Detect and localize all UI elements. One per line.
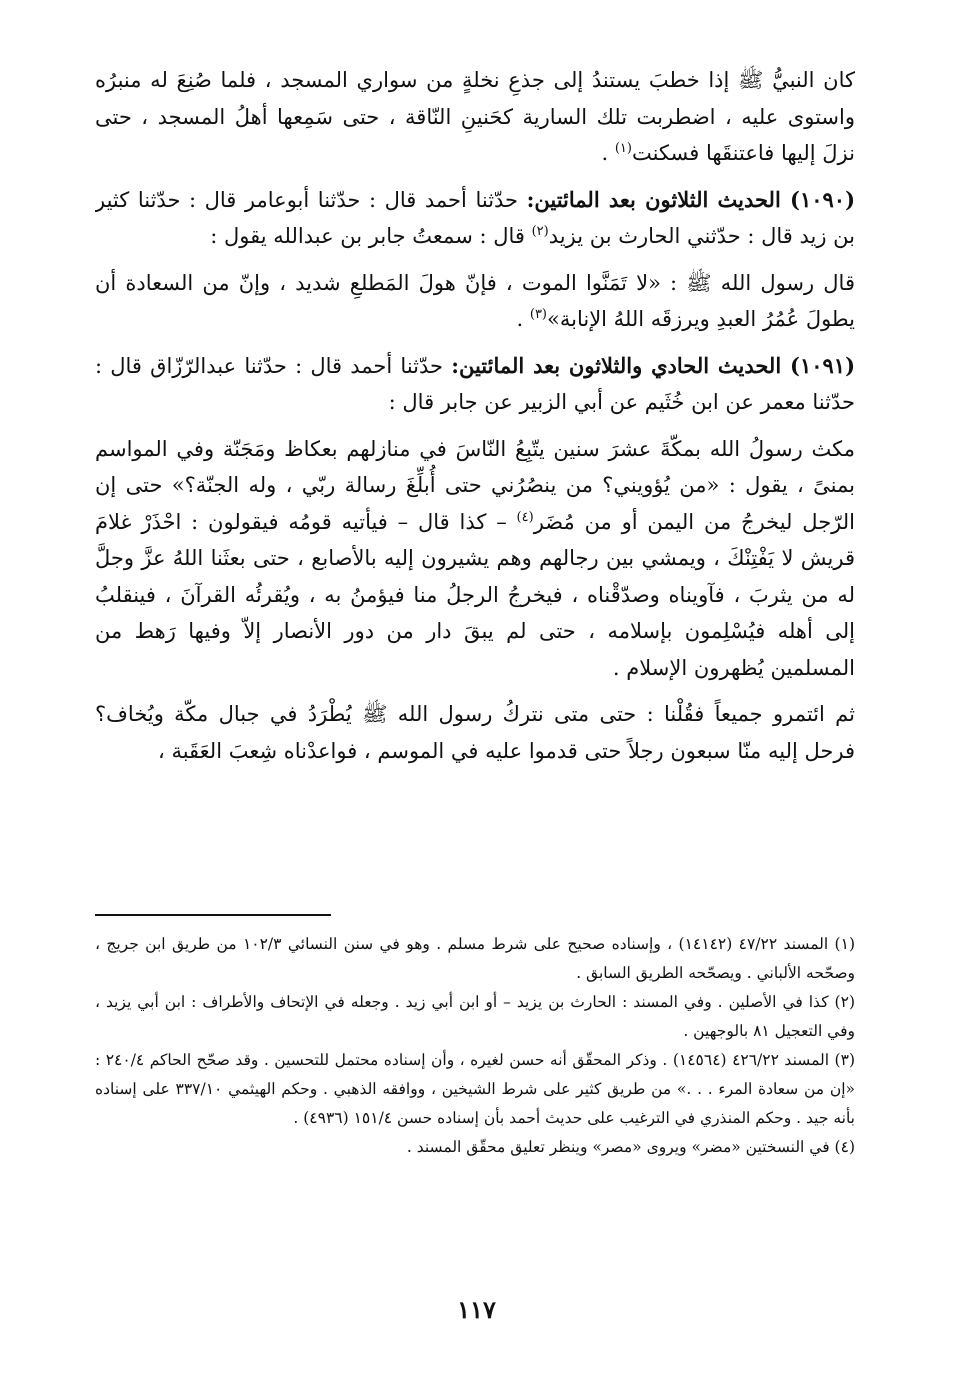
footnote-separator-wrap bbox=[95, 914, 855, 916]
paragraph-text: قال رسول الله ﷺ : «لا تَمَنَّوا الموت ، فإنّ هولَ المَطلعِ شديد ، وإنّ من السعادة أن يطولَ عُمُرُ العبدِ ويرزقَه اللهُ الإنابة» bbox=[95, 270, 855, 331]
hadith-heading: (١٠٩١) الحديث الحادي والثلاثون بعد المائتين: bbox=[451, 352, 855, 378]
paragraph-tail: – كذا قال – فيأتيه قومُه فيقولون : احْذَرْ غلامَ قريش لا يَفْتِنْكَ ، ويمشي بين رجالهم وهم يشيرون إليه بالأصابع ، حتى بعثَنا اللهُ عزَّ وجلَّ له من يثربَ ، فآويناه وصدّقْناه ، فيخرجُ الرجلُ منا فيؤمنُ به ، ويُقرئُه القرآنَ ، فينقلبُ إلى أهله فيُسْلِمون بإسلامه ، حتى لم يبقَ دار من دور الأنصار إلاّ وفيها رَهط من المسلمين يُظهرون الإسلام . bbox=[95, 509, 855, 680]
footnote-separator bbox=[95, 914, 331, 916]
paragraph-text: حدّثنا أحمد قال : حدّثنا أبوعامر قال : حدّثنا كثير بن زيد قال : حدّثني الحارث بن يزيد bbox=[95, 187, 855, 248]
hadith-1090 bbox=[95, 182, 855, 255]
paragraph-text: ثم ائتمرو جميعاً فقُلْنا : حتى متى نتركُ رسول الله ﷺ يُطْرَدُ في جبال مكّة ويُخاف؟ فرحل إليه منّا سبعون رجلاً حتى قدموا عليه في الموسم ، فواعدْناه شِعبَ العَقَبة ، bbox=[95, 702, 855, 763]
footnote-marker: (٢) bbox=[531, 224, 549, 239]
paragraph-5 bbox=[95, 431, 855, 687]
paragraph-text: كان النبيُّ ﷺ إذا خطبَ يستندُ إلى جذعِ نخلةٍ من سواري المسجد ، فلما صُنِعَ له منبرُه واستوى عليه ، اضطربت تلك السارية كحَنينِ النّاقة ، حتى سَمِعها أهلُ المسجد ، حتى نزلَ إليها فاعتنقَها فسكنت bbox=[95, 68, 855, 165]
hadith-1091 bbox=[95, 348, 855, 421]
page-number: ١١٧ bbox=[457, 1295, 496, 1324]
footnote-3: (٣) المسند ٤٢٦/٢٢ (١٤٥٦٤) . وذكر المحقّق أنه حسن لغيره ، وأن إسناده محتمل للتحسين . وقد صحّح الحاكم ٢٤٠/٤ : «إن من سعادة المرء . . .» من طريق كثير على شرط الشيخين ، ووافقه الذهبي . وحكم الهيثمي ٣٣٧/١٠ على إسناده بأنه جيد . وحكم المنذري في الترغيب على حديث أحمد بأن إسناده حسن ١٥١/٤ (٤٩٣٦) . bbox=[95, 1051, 856, 1127]
paragraph-3 bbox=[95, 265, 855, 338]
paragraph-tail: . bbox=[601, 141, 615, 165]
footnote-marker: (٣) bbox=[529, 307, 547, 322]
paragraph-text: مكث رسولُ الله بمكّةَ عشرَ سنين يتّبِعُ النّاسَ في منازلهم بعكاظ ومَجَنّة وفي المواسم بمنىً ، يقول : «من يُؤويني؟ من ينصُرُني حتى أُبلِّغَ رسالة ربّي ، وله الجنّة؟» حتى إن الرّجل ليخرجُ من اليمن أو من مُضَر bbox=[95, 436, 855, 534]
paragraph-tail: قال : سمعتُ جابر بن عبدالله يقول : bbox=[210, 224, 532, 248]
footnote-marker: (٤) bbox=[516, 509, 534, 525]
footnote-1: (١) المسند ٤٧/٢٢ (١٤١٤٢) ، وإسناده صحيح على شرط مسلم . وهو في سنن النسائي ١٠٢/٣ من طريق ابن جريج ، وصحّحه الألباني . ويصحّحه الطريق السابق . bbox=[95, 935, 855, 982]
footnote-marker: (١) bbox=[614, 141, 632, 156]
footnotes bbox=[95, 930, 855, 1162]
paragraph-text: حدّثنا أحمد قال : حدّثنا عبدالرّزّاق قال : حدّثنا معمر عن ابن خُثَيم عن أبي الزبير عن جابر قال : bbox=[95, 353, 855, 414]
book-page bbox=[95, 62, 855, 1162]
paragraph-tail: . bbox=[516, 307, 530, 331]
footnote-2: (٢) كذا في الأصلين . وفي المسند : الحارث بن يزيد – أو ابن أبي زيد . وجعله في الإتحاف والأطراف : ابن أبي يزيد ، وفي التعجيل ٨١ بالوجهين . bbox=[95, 993, 855, 1040]
paragraph-1 bbox=[95, 62, 855, 172]
paragraph-6 bbox=[95, 696, 855, 769]
hadith-heading: (١٠٩٠) الحديث الثلاثون بعد المائتين: bbox=[526, 186, 855, 212]
main-text bbox=[95, 62, 855, 908]
footnote-4: (٤) في النسختين «مضر» ويروى «مصر» وينظر تعليق محقّق المسند . bbox=[406, 1138, 855, 1156]
